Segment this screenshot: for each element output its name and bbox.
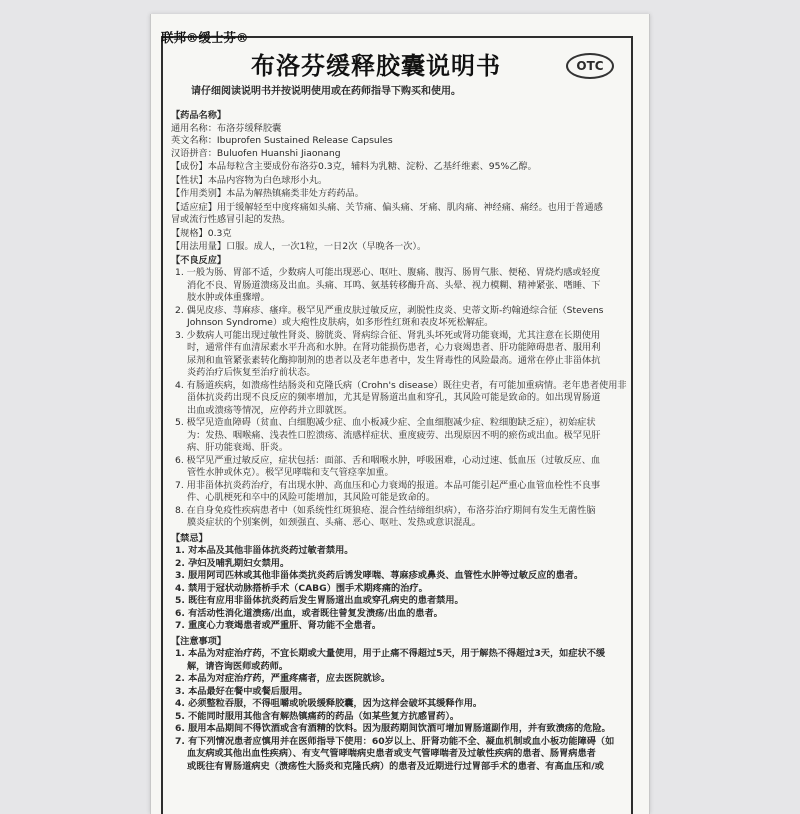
adverse-line: 件、心肌梗死和卒中的风险可能增加，其风险可能是致命的。 bbox=[187, 492, 436, 503]
drug-name-heading: 【药品名称】 bbox=[171, 110, 227, 121]
adverse-line: 肢水肿或体重骤增。 bbox=[187, 292, 270, 303]
adverse-line: 2. 偶见皮疹、荨麻疹、瘙痒。极罕见严重皮肤过敏反应，剥脱性皮炎、史蒂文斯-约翰逊综合征（Stevens bbox=[175, 304, 604, 316]
precaution-line: 7. 有下列情况患者应慎用并在医师指导下使用：60岁以上、肝肾功能不全、凝血机制或血小板功能障碍（如 bbox=[175, 735, 615, 747]
contraindications-heading: 【禁忌】 bbox=[171, 532, 208, 544]
precaution-line: 解，请咨询医师或药师。 bbox=[187, 660, 289, 672]
contraindication-item: 3. 服用阿司匹林或其他非甾体类抗炎药后诱发哮喘、荨麻疹或鼻炎、血管性水肿等过敏反应的患者。 bbox=[175, 570, 584, 581]
leaflet-subtitle: 请仔细阅读说明书并按说明使用或在药师指导下购买和使用。 bbox=[191, 86, 461, 97]
adverse-line: 4. 有肠道疾病，如溃疡性结肠炎和克隆氏病（Crohn's disease）既往史者，有可能加重病情。老年患者使用非 bbox=[175, 379, 627, 391]
adverse-line: 5. 极罕见造血障碍（贫血、白细胞减少症、血小板减少症、全血细胞减少症、粒细胞缺乏症），初始症状 bbox=[175, 417, 596, 428]
adverse-line: 消化不良、胃肠道溃疡及出血。头痛、耳鸣、氨基转移酶升高、头晕、视力模糊、精神紧张、嗜睡、下 bbox=[187, 279, 601, 291]
category-text: 【作用类别】本品为解热镇痛类非处方药药品。 bbox=[171, 188, 364, 199]
adverse-heading: 【不良反应】 bbox=[171, 254, 227, 266]
english-name: 英文名称：Ibuprofen Sustained Release Capsules bbox=[171, 135, 393, 146]
contraindications-list bbox=[171, 545, 626, 633]
indications-line-1: 【适应症】用于缓解轻至中度疼痛如头痛、关节痛、偏头痛、牙痛、肌肉痛、神经痛、痛经。也用于普通感 bbox=[171, 201, 603, 213]
precaution-line: 4. 必须整粒吞服，不得咀嚼或吮吸缓释胶囊，因为这样会破坏其缓释作用。 bbox=[175, 698, 483, 709]
adverse-line: 出血或溃疡等情况，应停药并立即就医。 bbox=[187, 404, 353, 416]
adverse-line: 时，通常伴有血清尿素水平升高和水肿。在肾功能损伤患者，心力衰竭患者、肝功能障碍患者、服用利 bbox=[187, 342, 601, 353]
contraindication-item: 5. 既往有应用非甾体抗炎药后发生胃肠道出血或穿孔病史的患者禁用。 bbox=[175, 595, 464, 606]
leaflet-title: 布洛芬缓释胶囊说明书 bbox=[251, 51, 501, 80]
precaution-line: 6. 服用本品期间不得饮酒或含有酒精的饮料。因为服药期间饮酒可增加胃肠道副作用，并有致溃疡的危险。 bbox=[175, 723, 611, 734]
contraindication-item: 1. 对本品及其他非甾体抗炎药过敏者禁用。 bbox=[175, 545, 354, 556]
precautions-heading: 【注意事项】 bbox=[171, 635, 227, 647]
adverse-line: Johnson Syndrome）或大疱性皮肤病，如多形性红斑和表皮坏死松解症。 bbox=[187, 317, 494, 328]
contraindication-item: 4. 禁用于冠状动脉搭桥手术（CABG）围手术期疼痛的治疗。 bbox=[175, 582, 428, 594]
appearance-text: 【性状】本品内容物为白色球形小丸。 bbox=[171, 174, 328, 186]
adverse-line: 管性水肿或休克）。极罕见哮喘和支气管痉挛加重。 bbox=[187, 467, 394, 478]
specification-text: 【规格】0.3克 bbox=[171, 227, 232, 239]
contraindication-item: 7. 重度心力衰竭患者或严重肝、肾功能不全患者。 bbox=[175, 620, 382, 631]
contraindication-item: 6. 有活动性消化道溃疡/出血，或者既往曾复发溃疡/出血的患者。 bbox=[175, 607, 443, 619]
leaflet-sheet bbox=[150, 14, 650, 814]
adverse-list bbox=[171, 267, 626, 530]
composition-text: 【成份】本品每粒含主要成份布洛芬0.3克，辅料为乳糖、淀粉、乙基纤维素、95%乙醇。 bbox=[171, 161, 537, 172]
adverse-line: 病、肝功能衰竭、肝炎。 bbox=[187, 442, 289, 453]
pinyin-name: 汉语拼音：Buluofen Huanshi Jiaonang bbox=[171, 147, 341, 159]
precautions-list bbox=[171, 648, 626, 773]
adverse-line: 1. 一般为肠、胃部不适，少数病人可能出现恶心、呕吐、腹痛、腹泻、肠胃气胀、便秘、胃烧灼感或轻度 bbox=[175, 267, 601, 278]
precaution-line: 血友病或其他出血性疾病）、有支气管哮喘病史患者或支气管哮喘者及过敏性疾病的患者、肠胃病患者 bbox=[187, 748, 596, 759]
adverse-line: 为：发热、咽喉痛、浅表性口腔溃疡、流感样症状、重度疲劳、出现原因不明的瘀伤或出血。极罕见肝 bbox=[187, 429, 601, 441]
precaution-line: 3. 本品最好在餐中或餐后服用。 bbox=[175, 685, 308, 697]
adverse-line: 膜炎症状的个别案例，如颈强直、头痛、恶心、呕吐、发热或意识混乱。 bbox=[187, 517, 481, 528]
adverse-line: 6. 极罕见严重过敏反应，症状包括：面部、舌和咽喉水肿，呼吸困难，心动过速、低血压（过敏反应、血 bbox=[175, 454, 601, 466]
dosage-text: 【用法用量】口服。成人，一次1粒，一日2次（早晚各一次）。 bbox=[171, 241, 427, 252]
generic-name: 通用名称：布洛芬缓释胶囊 bbox=[171, 122, 282, 134]
indications-line-2: 冒或流行性感冒引起的发热。 bbox=[171, 214, 291, 225]
contraindication-item: 2. 孕妇及哺乳期妇女禁用。 bbox=[175, 557, 290, 569]
adverse-line: 尿剂和血管紧张素转化酶抑制剂的患者以及老年患者中，发生肾毒性的风险最高。通常在停止非甾体抗 bbox=[187, 354, 601, 366]
adverse-line: 7. 用非甾体抗炎药治疗，有出现水肿、高血压和心力衰竭的报道。本品可能引起严重心血管血栓性不良事 bbox=[175, 479, 601, 491]
adverse-line: 8. 在自身免疫性疾病患者中（如系统性红斑狼疮、混合性结缔组织病），布洛芬治疗期间有发生无菌性脑 bbox=[175, 504, 596, 516]
precaution-line: 5. 不能同时服用其他含有解热镇痛药的药品（如某些复方抗感冒药）。 bbox=[175, 710, 460, 722]
adverse-line: 炎药治疗后恢复至治疗前状态。 bbox=[187, 367, 316, 378]
precaution-line: 或既往有胃肠道病史（溃疡性大肠炎和克隆氏病）的患者及近期进行过胃部手术的患者、有高血压和/或 bbox=[187, 760, 604, 772]
otc-badge: OTC bbox=[566, 53, 614, 79]
adverse-line: 3. 少数病人可能出现过敏性肾炎、膀胱炎、肾病综合征、肾乳头坏死或肾功能衰竭，尤其注意在长期使用 bbox=[175, 329, 601, 341]
leaflet-content bbox=[171, 110, 626, 773]
precaution-line: 1. 本品为对症治疗药，不宜长期或大量使用，用于止痛不得超过5天，用于解热不得超过3天，如症状不缓 bbox=[175, 648, 606, 659]
precaution-line: 2. 本品为对症治疗药，严重疼痛者，应去医院就诊。 bbox=[175, 673, 391, 684]
adverse-line: 甾体抗炎药出现不良反应的频率增加，尤其是胃肠道出血和穿孔，其风险可能是致命的。如出现胃肠道 bbox=[187, 392, 601, 403]
brand-logo: 联邦®缓士芬® bbox=[161, 30, 249, 45]
